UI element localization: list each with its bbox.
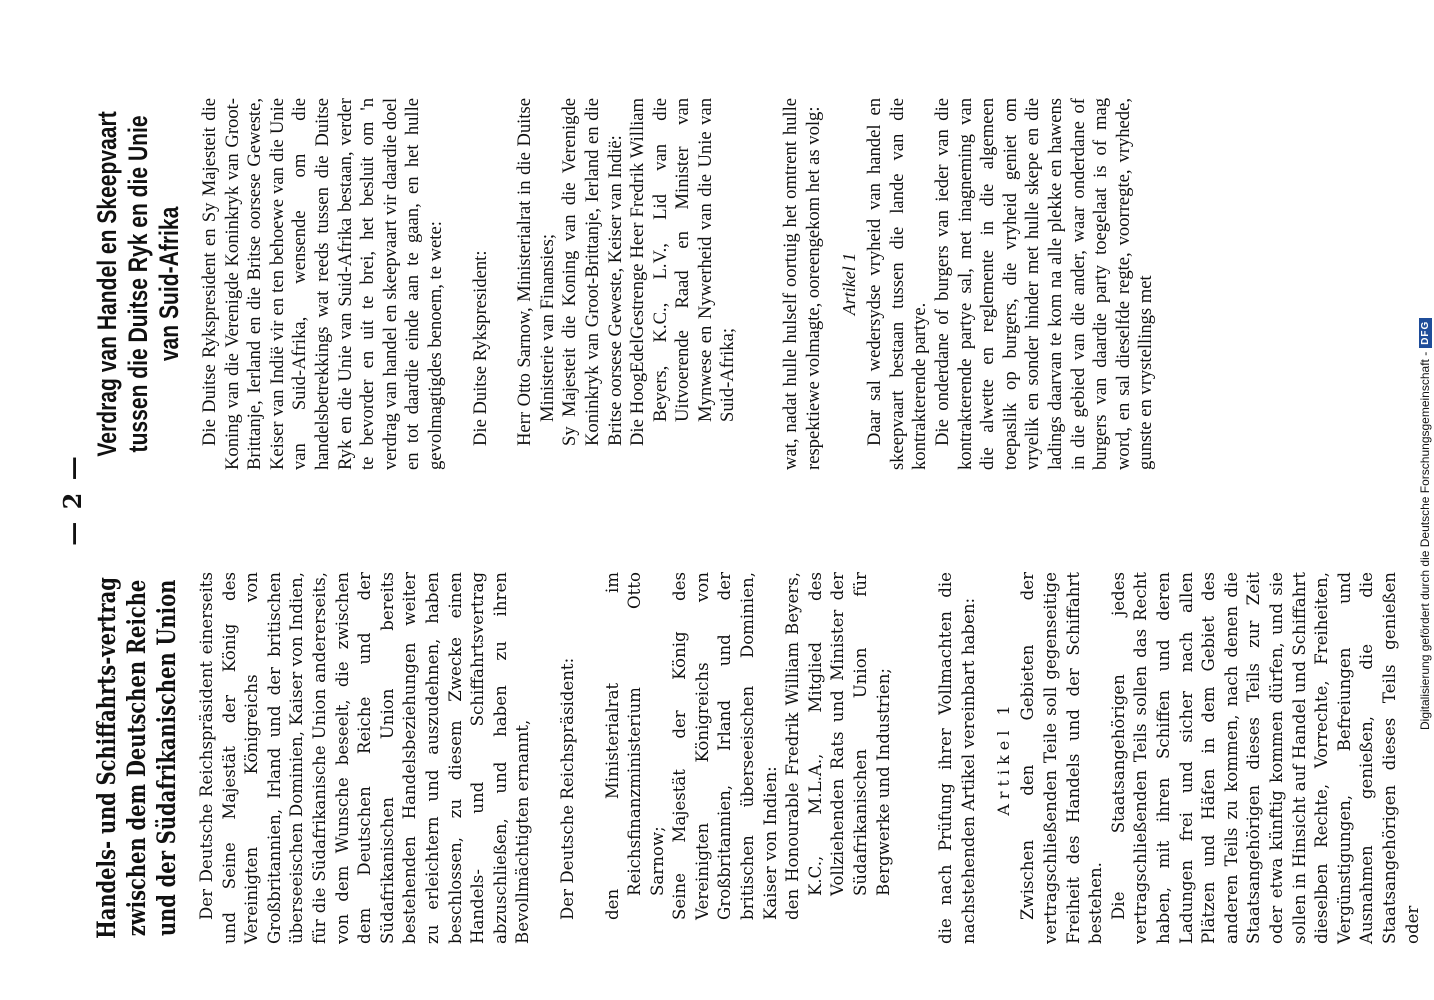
german-preamble: Der Deutsche Reichspräsident einerseits und Seine Majestät der König des Vereinigten Königreichs von Großbritannien, Irland und der britischen überseeischen Dominien, Kaiser von Indien, für die Südafrikanische Union andererseits, von dem Wunsche beseelt, die zwischen dem Deutschen Reiche und der Südafrikanischen Union bereits bestehenden Handelsbeziehungen weiter zu erleichtern und auszudehnen, haben beschlossen, zu diesem Zwecke einen Handels- und Schiffahrtsvertrag abzuschließen, und haben zu ihren Bevollmächtigten ernannt, (197, 572, 533, 944)
afrikaans-party-2: Sy Majesteit die Koning van die Verenigde Koninkryk van Groot-Brittanje, Ierland en die Britse oorsese Geweste, Keiser van Indië: (559, 98, 626, 446)
page-number: — 2 — (58, 454, 87, 546)
afrikaans-preamble: Die Duitse Rykspresident en Sy Majesteit die Koning van die Verenigde Koninkryk van Groot-Brittanje, Ierland en die Britse oorsese Geweste, Keiser van Indië vir en ten behoewe van die Unie van Suid-Afrika, wensende om die handelsbetrekkings wat reeds tussen die Duitse Ryk en die Unie van Suid-Afrika bestaan, verder te bevorder en uit te brei, het besluit om 'n verdrag van handel en skeepvaart vir daardie doel en tot daardie einde aan te gaan, en het hulle gevolmagtigdes benoem, te wete: (199, 98, 446, 470)
german-article-paragraph-2: Die Staatsangehörigen jedes vertragschließenden Teils sollen das Recht haben, mit ihren Schiffen und deren Ladungen frei und sicher nach allen Plätzen und Häfen in dem Gebiet des anderen Teils zu kommen, nach denen die Staatsangehörigen dieses Teils zur Zeit oder etwa künftig kommen dürfen, und sie sollen in Hinsicht auf Handel und Schiffahrt dieselben Rechte, Vorrechte, Freiheiten, Vergünstigungen, Befreiungen und Ausnahmen genießen, die die Staatsangehörigen dieses Teils genießen oder (1108, 572, 1422, 944)
afrikaans-column (92, 98, 1158, 470)
german-closing: die nach Prüfung ihrer Vollmachten die nachstehenden Artikel vereinbart haben: (936, 572, 978, 944)
dfg-logo-icon: DFG (1419, 318, 1432, 348)
german-title: Handels- und Schiffahrts-vertrag zwischen dem Deutschen Reiche und der Südafrikanischen Union (92, 577, 181, 939)
german-article-heading: Artikel 1 (994, 700, 1014, 816)
german-column (92, 572, 1424, 944)
afrikaans-representative-2: Die HoogEdelGestrenge Heer Fredrik William Beyers, K.C., L.V., Lid van die Uitvoerende Raad en Minister van Mynwese en Nywerheid van die Unie van Suid-Afrika; (627, 98, 739, 446)
afrikaans-party-1: Die Duitse Rykspresident: (469, 250, 491, 446)
afrikaans-title: Verdrag van Handel en Skeepvaart tussen die Duitse Ryk en die Unie van Suid-Afrika (92, 111, 184, 457)
afrikaans-article-paragraph-2: Die onderdane of burgers van ieder van die kontrakterende partye sal, met inagneming van die alwette en reglemente in die algemeen toepaslik op burgers, die vryheid geniet om vryelik en sonder hinder met hulle skepe en die ladings daarvan te kom na alle plekke en hawens in die gebied van die ander, waar onderdane of burgers van daardie party toegelaat is of mag word, en sal dieselfde regte, voorregte, vryhede, gunste en vrystellings met (932, 98, 1157, 470)
german-article-paragraph-1: Zwischen den Gebieten der vertragschließenden Teile soll gegenseitige Freiheit des Handels und der Schiffahrt bestehen. (1018, 572, 1106, 944)
afrikaans-representative-1: Herr Otto Sarnow, Ministerialrat in die Duitse Ministerie van Finansies; (514, 98, 558, 446)
german-representative-2: den Honourable Fredrik William Beyers, K.C., M.L.A., Mitglied des Vollziehenden Rats und Minister der Südafrikanischen Union für Bergwerke und Industrien; (783, 572, 893, 920)
afrikaans-article-heading: Artikel 1 (839, 252, 860, 316)
afrikaans-closing: wat, nadat hulle hulself oortuig het omtrent hulle respektiewe volmagte, ooreengekom het as volg: (780, 98, 824, 470)
german-party-1: Der Deutsche Reichspräsident: (557, 657, 577, 920)
afrikaans-article-paragraph-1: Daar sal wedersydse vryheid van handel en skeepvaart bestaan tussen die lande van die kontrakterende partye. (864, 98, 931, 470)
german-representative-1: den Ministerialrat im Reichsfinanzministerium Otto Sarnow; (602, 572, 667, 920)
credit-text: Digitalisierung gefördert durch die Deutsche Forschungsgemeinschaft - (1418, 351, 1432, 730)
german-party-2: Seine Majestät der König des Vereinigten Königreichs von Großbritannien, Irland und der britischen überseeischen Dominien, Kaiser von Indien: (670, 572, 780, 920)
